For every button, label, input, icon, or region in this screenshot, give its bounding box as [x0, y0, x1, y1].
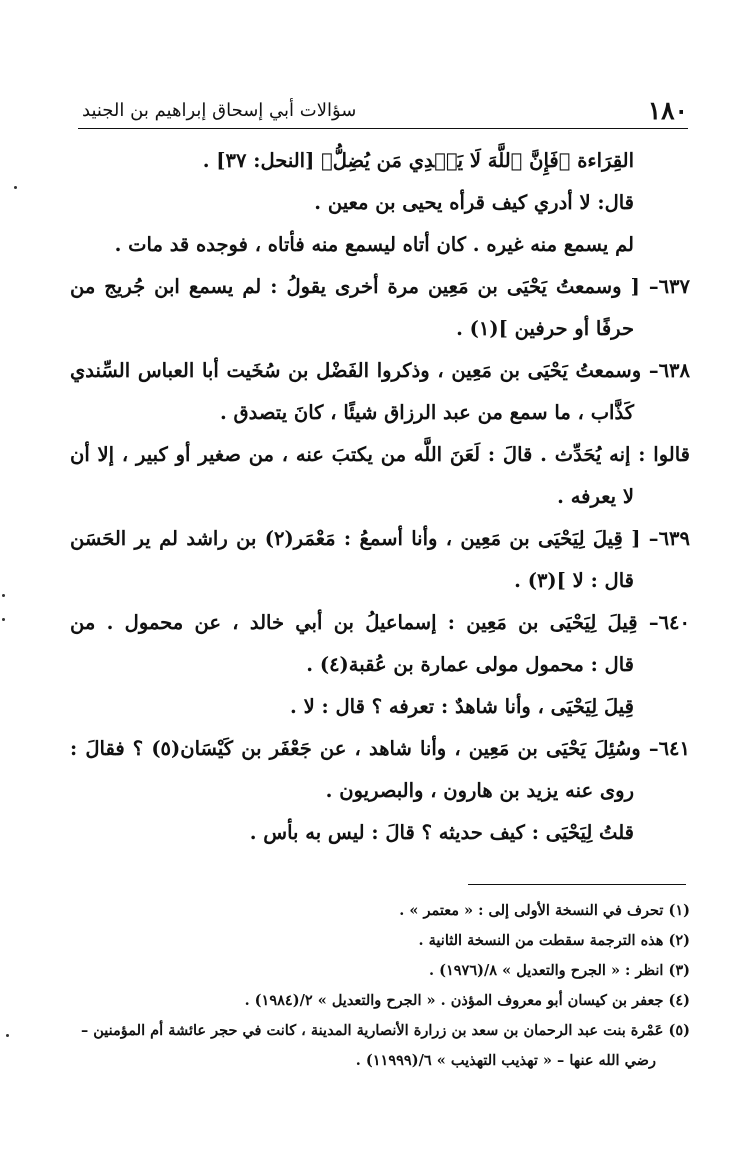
footnote-rule — [468, 884, 686, 885]
text-line: قال : لا ](٣) . — [514, 569, 634, 592]
text-line: قالوا : إنه يُحَدِّث . قالَ : لَعَنَ اللَّه من يكتبَ عنه ، من صغير أو كبير ، إلا أن — [70, 443, 690, 466]
footnotes — [70, 896, 690, 1076]
header-rule — [78, 128, 688, 129]
text-line: لم يسمع منه غيره . كان أتاه ليسمع منه فأتاه ، فوجده قد مات . — [114, 233, 634, 256]
footnote: (٢) هذه الترجمة سقطت من النسخة الثانية . — [418, 932, 690, 949]
text-line: ٦٣٨– وسمعتُ يَحْيَى بن مَعِين ، وذكروا الفَضْل بن سُخَيت أبا العباس السِّندي — [70, 359, 690, 382]
text-line: ٦٣٧– [ وسمعتُ يَحْيَى بن مَعِين مرة أخرى يقولُ : لم يسمع ابن جُريج من — [70, 275, 690, 298]
text-line: قال : محمول مولى عمارة بن عُقبة(٤) . — [306, 653, 634, 676]
page-number: ١٨٠ — [647, 96, 688, 125]
footnote: (٤) جعفر بن كيسان أبو معروف المؤذن . « الجرح والتعديل » ٢/(١٩٨٤) . — [244, 992, 690, 1009]
text-line: حرفًا أو حرفين ](١) . — [456, 317, 634, 340]
text-line: روى عنه يزيد بن هارون ، والبصريون . — [325, 779, 634, 802]
text-line: ٦٣٩– [ قِيلَ لِيَحْيَى بن مَعِين ، وأنا أسمعُ : مَعْمَر(٢) بن راشد لم ير الحَسَن — [70, 527, 690, 550]
footnote: (١) تحرف في النسخة الأولى إلى : « معتمر » . — [399, 902, 690, 919]
scan-speck — [6, 1034, 9, 1037]
text-line: ٦٤٠– قِيلَ لِيَحْيَى بن مَعِين : إسماعيلُ بن أبي خالد ، عن محمول . من — [70, 611, 690, 634]
scan-speck — [2, 594, 5, 597]
running-head: سؤالات أبي إسحاق إبراهيم بن الجنيد — [82, 100, 357, 121]
text-line: قال: لا أدري كيف قرأه يحيى بن معين . — [314, 191, 634, 214]
scan-speck — [2, 618, 5, 621]
footnote: (٣) انظر : « الجرح والتعديل » ٨/(١٩٧٦) . — [428, 962, 690, 979]
text-line: كَذَّاب ، ما سمع من عبد الرزاق شيئًا ، كانَ يتصدق . — [219, 401, 634, 424]
text-line: لا يعرفه . — [557, 485, 634, 508]
text-line: ٦٤١– وسُئِلَ يَحْيَى بن مَعِين ، وأنا شاهد ، عن جَعْفَر بن كَيْسَان(٥) ؟ فقالَ : — [70, 737, 690, 760]
footnote-continuation: رضي الله عنها – « تهذيب التهذيب » ٦/(١١٩٩٩) . — [355, 1052, 656, 1069]
page-header — [78, 96, 688, 130]
text-line: قِيلَ لِيَحْيَى ، وأنا شاهدٌ : تعرفه ؟ قال : لا . — [290, 695, 634, 718]
footnote: (٥) عَمْرة بنت عبد الرحمان بن سعد بن زرارة الأنصارية المدينة ، كانت في حجر عائشة أم المؤمنين – — [80, 1022, 690, 1039]
text-line: قلتُ لِيَحْيَى : كيف حديثه ؟ قالَ : ليس به بأس . — [249, 821, 634, 844]
main-text — [70, 140, 690, 854]
text-line: القِرَاءة ﴿فَإِنَّ ٱللَّهَ لَا يَهۡدِي مَن يُضِلُّ﴾ [النحل: ٣٧] . — [202, 149, 634, 172]
scan-speck — [14, 186, 17, 189]
